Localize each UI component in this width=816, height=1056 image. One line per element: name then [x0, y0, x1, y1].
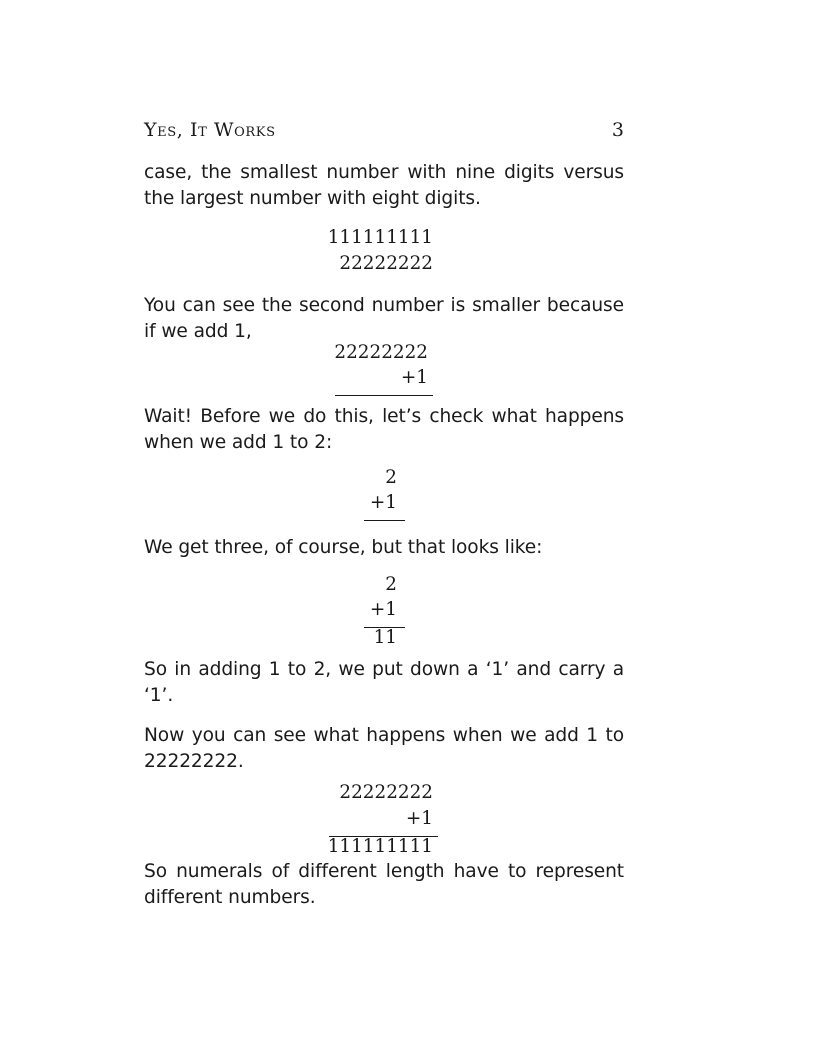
addition-display-4	[144, 775, 624, 857]
sum3-result: 11	[373, 627, 397, 648]
sum3-addend: +1	[369, 599, 397, 620]
sum4-top-number: 22222222	[339, 782, 433, 803]
sum4-addend: +1	[405, 808, 433, 829]
sum1-addend: +1	[400, 367, 428, 388]
comparison-bottom-number: 22222222	[339, 253, 433, 274]
comparison-display	[144, 224, 624, 292]
sum2-rule	[364, 520, 405, 521]
paragraph-5: So in adding 1 to 2, we put down a ‘1’ and carry a ‘1’.	[144, 659, 624, 706]
sum2-top-number: 2	[385, 467, 397, 488]
paragraph-1: case, the smallest number with nine digits versus the largest number with eight digits.	[144, 162, 624, 209]
comparison-top-number: 111111111	[327, 227, 433, 248]
addition-display-3	[144, 561, 624, 661]
page-number: 3	[611, 119, 624, 141]
sum1-rule	[335, 395, 433, 396]
paragraph-3: Wait! Before we do this, let’s check what happens when we add 1 to 2:	[144, 406, 624, 453]
paragraph-4: We get three, of course, but that looks like:	[144, 537, 543, 558]
sum1-top-number: 22222222	[334, 342, 428, 363]
sum2-addend: +1	[369, 492, 397, 513]
addition-display-1	[144, 342, 624, 400]
sum3-top-number: 2	[385, 574, 397, 595]
page-body	[144, 115, 624, 911]
sum4-result: 111111111	[327, 836, 433, 857]
addition-display-2	[144, 456, 624, 530]
running-title: Yes, It Works	[144, 119, 276, 141]
paragraph-6: Now you can see what happens when we add 1 to 22222222.	[144, 725, 624, 772]
running-head	[144, 115, 624, 145]
paragraph-2: You can see the second number is smaller because if we add 1,	[144, 295, 624, 342]
paragraph-7: So numerals of different length have to represent different numbers.	[144, 861, 624, 908]
